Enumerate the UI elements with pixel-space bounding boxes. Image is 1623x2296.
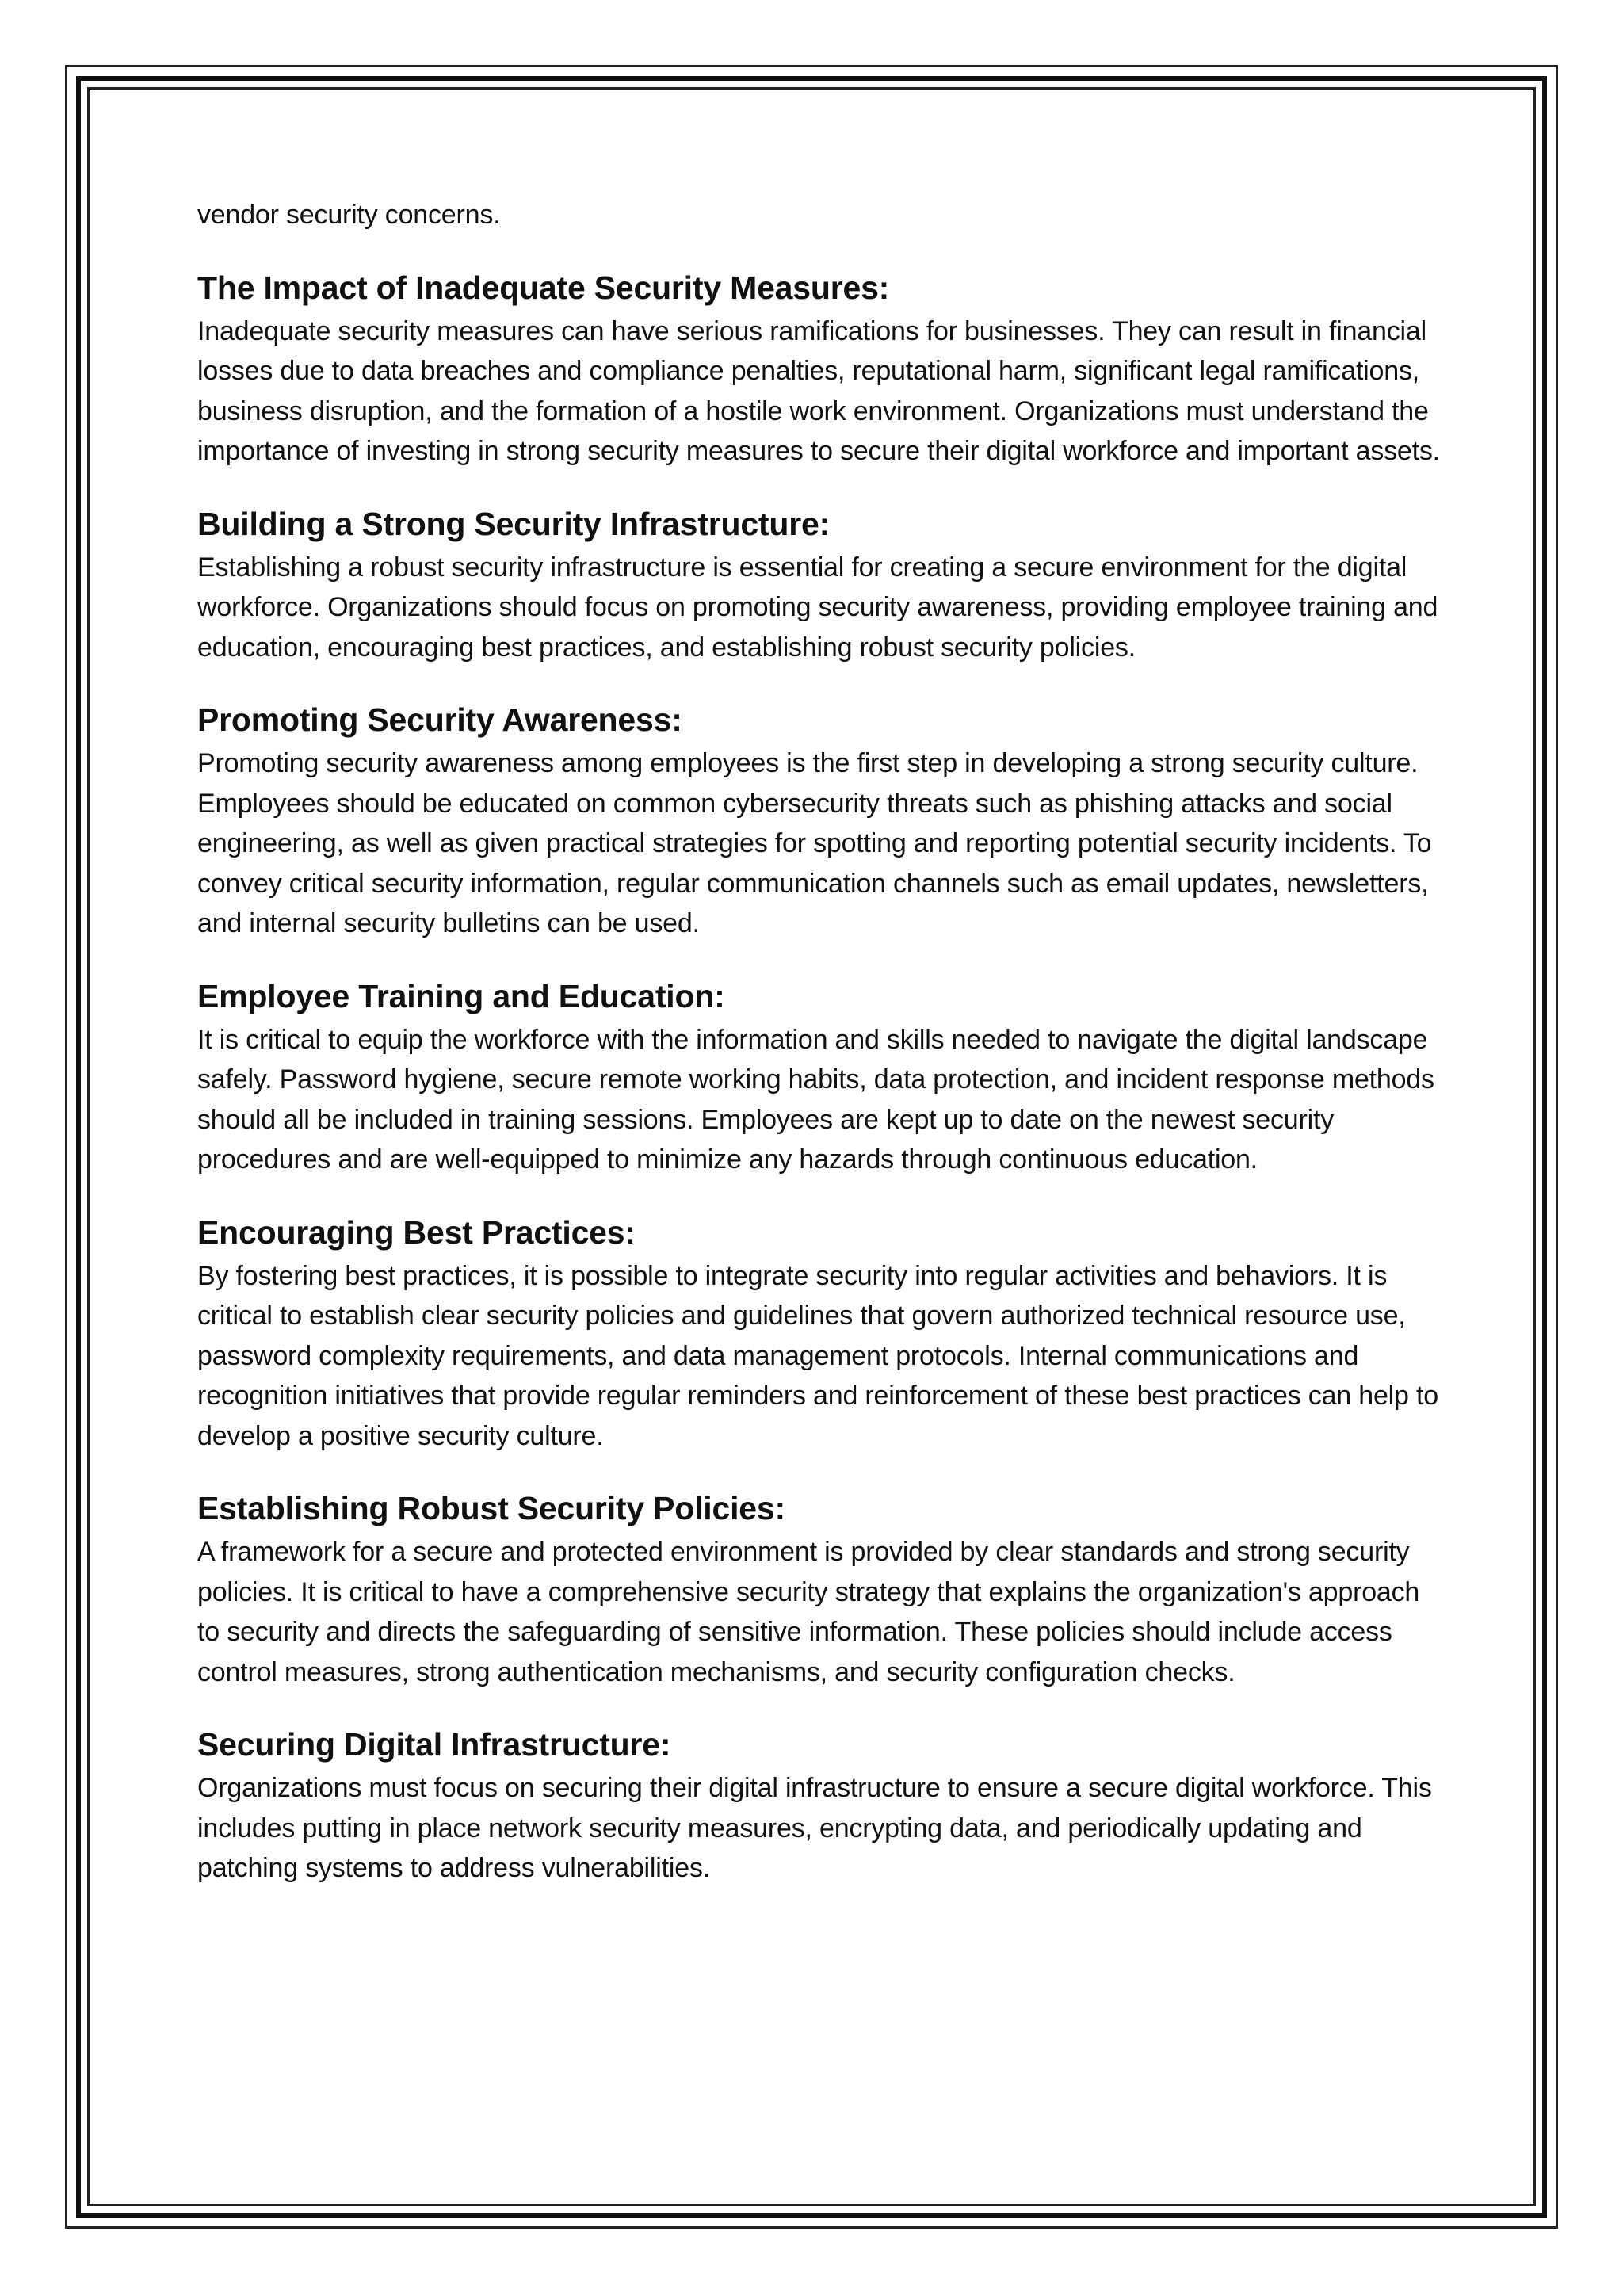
document-body [197,195,1442,1919]
section-best-practices [197,1210,1442,1457]
section-heading: Securing Digital Infrastructure: [197,1726,671,1763]
section-impact-inadequate-security [197,266,1442,472]
section-heading: Encouraging Best Practices: [197,1213,636,1251]
section-promoting-awareness [197,697,1442,944]
section-heading: Building a Strong Security Infrastructure: [197,505,831,542]
section-heading: Employee Training and Education: [197,977,725,1014]
section-building-infrastructure [197,502,1442,668]
section-heading: Establishing Robust Security Policies: [197,1490,785,1526]
section-employee-training [197,974,1442,1180]
section-paragraph: Inadequate security measures can have serious ramifications for businesses. They can result in financial losses due to data breaches and compliance penalties, reputational harm, significant legal ramifications, business disruption, and the formation of a hostile work environment. Organizations must understand the importance of investing in strong security measures to secure their digital workforce and important assets. [197,315,1440,466]
section-paragraph: Establishing a robust security infrastructure is essential for creating a secure environment for the digital workforce. Organizations should focus on promoting security awareness, providing employee training and education, encouraging best practices, and establishing robust security policies. [197,552,1438,663]
section-heading: The Impact of Inadequate Security Measures: [197,269,890,306]
lead-paragraph: vendor security concerns. [197,200,501,230]
section-security-policies [197,1486,1442,1692]
section-paragraph: A framework for a secure and protected environment is provided by clear standards and strong security policies. It is critical to have a comprehensive security strategy that explains the organization's approach to security and directs the safeguarding of sensitive information. These policies should include access control measures, strong authentication mechanisms, and security configuration checks. [197,1537,1420,1687]
section-paragraph: Organizations must focus on securing their digital infrastructure to ensure a secure digital workforce. This includes putting in place network security measures, encrypting data, and periodically updating and patching systems to address vulnerabilities. [197,1773,1432,1883]
section-paragraph: It is critical to equip the workforce with the information and skills needed to navigate the digital landscape safely. Password hygiene, secure remote working habits, data protection, and incident response methods should all be included in training sessions. Employees are kept up to date on the newest security procedures and are well-equipped to minimize any hazards through continuous education. [197,1024,1434,1175]
section-digital-infrastructure [197,1722,1442,1889]
section-paragraph: By fostering best practices, it is possible to integrate security into regular activities and behaviors. It is critical to establish clear security policies and guidelines that govern authorized technical resource use, password complexity requirements, and data management protocols. Internal communications and recognition initiatives that provide regular reminders and reinforcement of these best practices can help to develop a positive security culture. [197,1260,1438,1451]
section-heading: Promoting Security Awareness: [197,701,682,738]
section-paragraph: Promoting security awareness among employees is the first step in developing a strong security culture. Employees should be educated on common cybersecurity threats such as phishing attacks and social engineering, as well as given practical strategies for spotting and reporting potential security incidents. To convey critical security information, regular communication channels such as email updates, newsletters, and internal security bulletins can be used. [197,748,1432,938]
